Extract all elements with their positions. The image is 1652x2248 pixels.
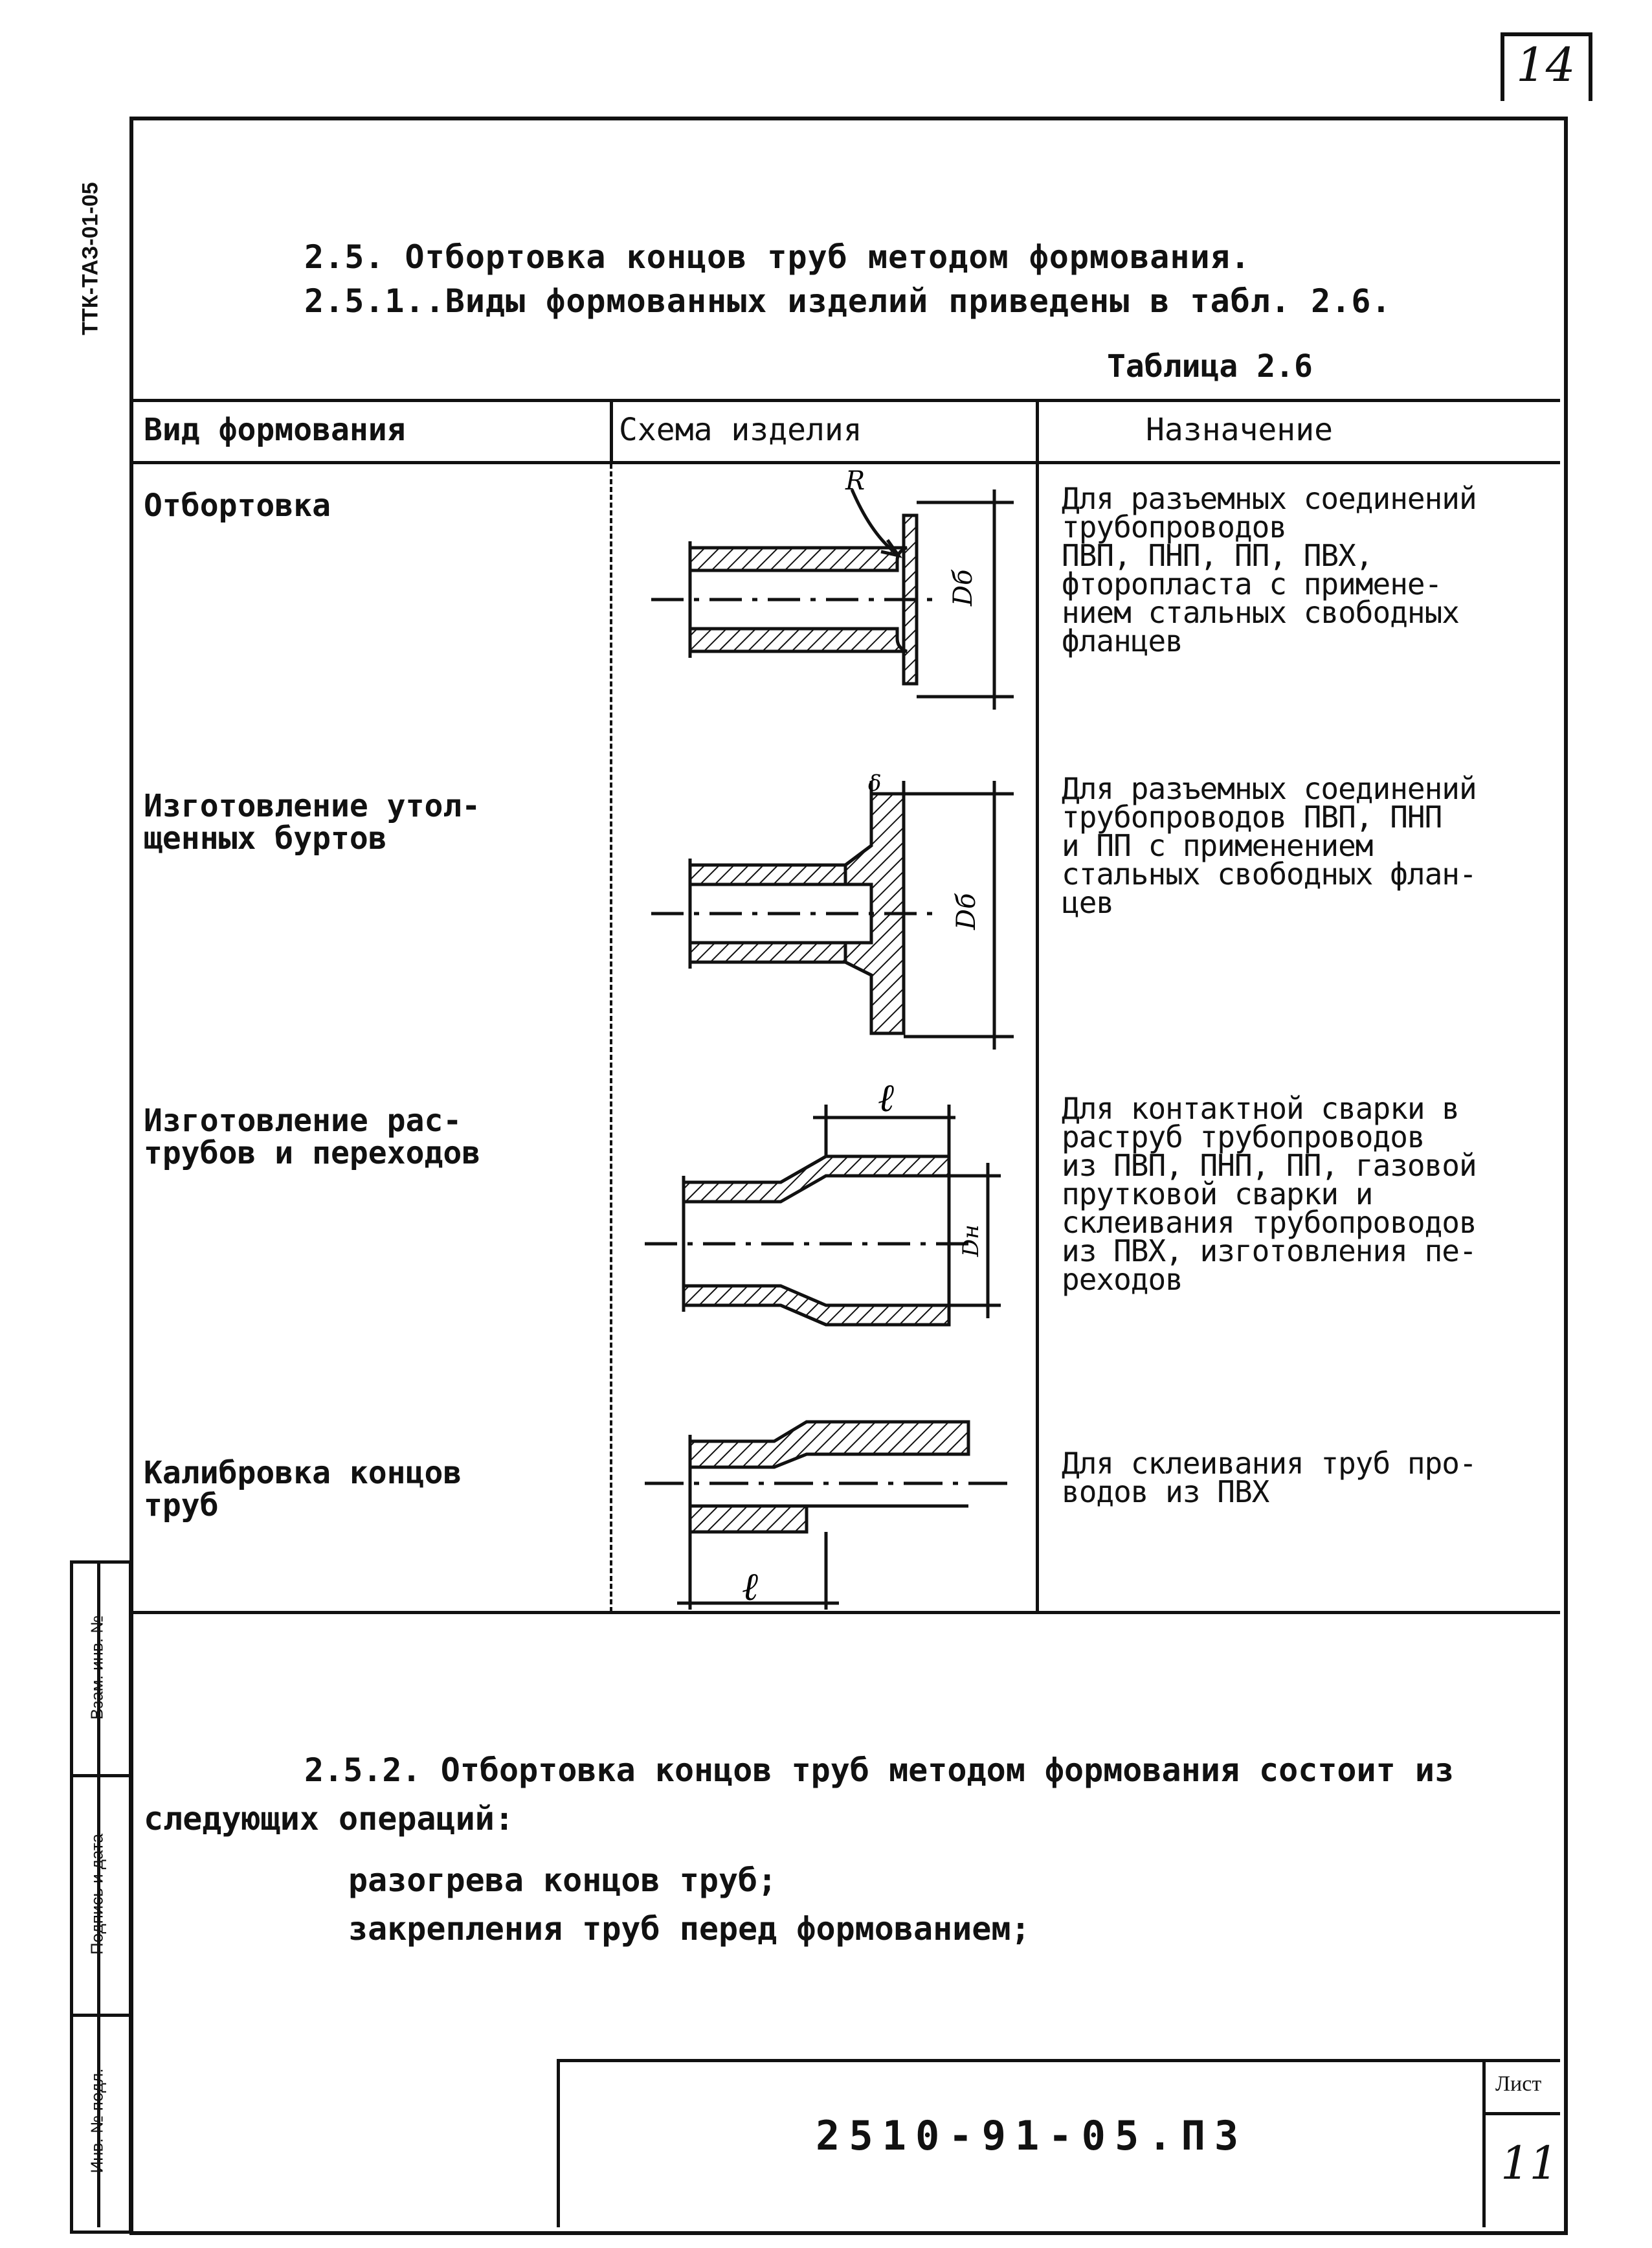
page-number: 14 [1516,38,1576,92]
row-1-purpose-line: фторопласта с примене- [1062,567,1442,601]
row-1-purpose [1062,481,1477,658]
row-1-purpose-line: фланцев [1062,624,1183,658]
row-4-type: Калибровка концов труб [144,1455,462,1523]
row-3-purpose-line: раструб трубопроводов [1062,1119,1425,1154]
label-calibration-length: ℓ [742,1564,758,1610]
row-3-purpose-line: Для контактной сварки в [1062,1091,1459,1126]
title-block-sheet-divider [1482,2059,1486,2227]
label-outer-diameter: Dн [958,1224,984,1257]
sheet-label: Лист [1495,2072,1542,2096]
row-3-purpose-line: из ПВХ, изготовления пе- [1062,1233,1477,1268]
stamp-label-inventory: Инв. № подл. [87,2068,107,2174]
label-thickness: δ [868,770,882,796]
subsection-heading: 2.5.1..Виды формованных изделий приведены в табл. 2.6. [304,282,1392,320]
row-2-purpose-line: цев [1062,885,1114,920]
title-block-left [557,2059,560,2227]
table-top-line [133,399,1560,402]
row-1-purpose-line: нием стальных свободных [1062,595,1459,630]
row-4-purpose-line: водов из ПВХ [1062,1474,1269,1509]
row-3-purpose-line: реходов [1062,1262,1183,1297]
calibration-diagram [645,1422,1014,1610]
stamp-label-replacement: Взам. инв. № [87,1615,107,1720]
row-3-purpose-line: прутковой сварки и [1062,1176,1373,1211]
table-col-divider-2 [1036,399,1039,461]
row-1-purpose-line: ПВП, ПНП, ПП, ПВХ, [1062,538,1373,573]
row-2-purpose-line: стальных свободных флан- [1062,857,1477,892]
row-4-purpose-line: Для склеивания труб про- [1062,1446,1477,1481]
row-2-purpose [1062,771,1477,920]
row-2-purpose-line: Для разъемных соединений [1062,771,1477,806]
row-2-purpose-line: трубопроводов ПВП, ПНП [1062,800,1442,835]
table-caption: Таблица 2.6 [1107,348,1313,385]
list-item-1: разогрева концов труб; [348,1861,777,1899]
list-item-2: закрепления труб перед формованием; [348,1910,1031,1948]
table-col-divider-2-body [1036,464,1039,1612]
paragraph-operations: 2.5.2. Отбортовка концов труб методом формования состоит из [304,1751,1455,1789]
paragraph-operations-cont: следующих операций: [144,1800,514,1838]
scheme-diagrams [612,464,1034,1610]
column-header-scheme: Схема изделия [619,412,862,448]
label-radius: R [845,466,865,496]
row-3-purpose [1062,1091,1477,1297]
title-block-top [557,2059,1560,2062]
column-header-type: Вид формования [144,412,406,448]
row-4-purpose [1062,1446,1477,1509]
section-heading: 2.5. Отбортовка концов труб методом формования. [304,238,1251,276]
label-flange-diameter: Dб [948,569,978,606]
row-2-type: Изготовление утол- щенных буртов [144,788,481,857]
row-3-type: Изготовление рас- трубов и переходов [144,1103,481,1171]
table-col-divider-1 [610,399,613,461]
title-block-sheet-line [1482,2112,1560,2115]
row-1-purpose-line: трубопроводов [1062,510,1287,545]
side-document-code: ТТК-ТАЗ-01-05 [78,182,103,335]
row-3-purpose-line: склеивания трубопроводов [1062,1205,1477,1240]
document-code: 2510-91-05.ПЗ [816,2112,1248,2159]
row-1-type: Отбортовка [144,488,331,524]
column-header-purpose: Назначение [1146,412,1333,448]
row-3-purpose-line: из ПВП, ПНП, ПП, газовой [1062,1148,1477,1183]
row-1-purpose-line: Для разъемных соединений [1062,481,1477,516]
label-collar-diameter: Dб [952,893,981,930]
row-2-purpose-line: и ПП с применением [1062,828,1373,863]
label-socket-length: ℓ [878,1075,894,1121]
socket-diagram [645,1105,1001,1325]
sheet-number: 11 [1501,2137,1559,2190]
table-bottom-line [133,1611,1560,1614]
stamp-label-signature: Подпись и дата [87,1834,107,1955]
